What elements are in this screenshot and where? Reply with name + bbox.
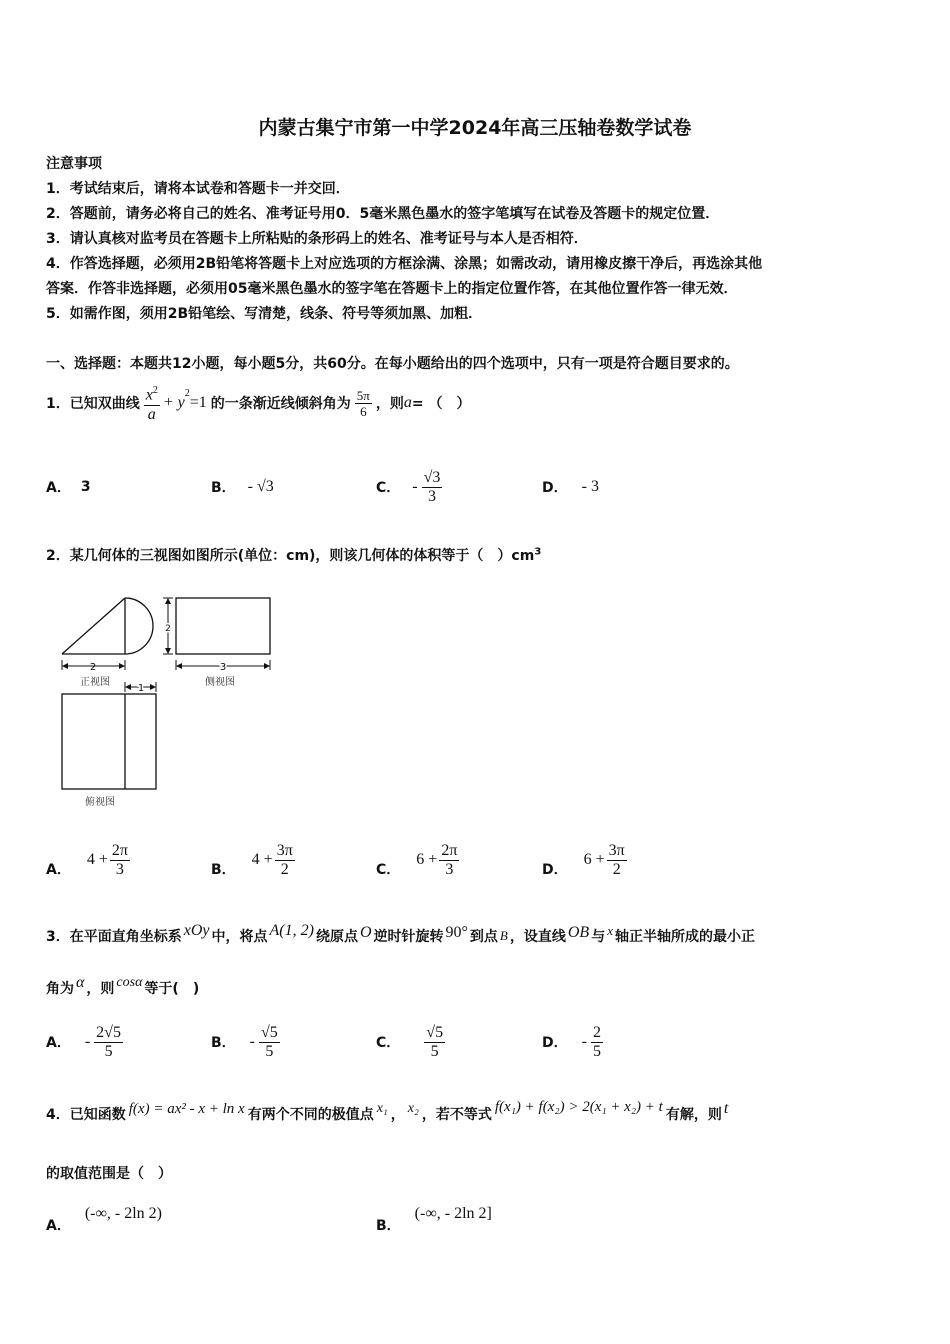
q2-option-b[interactable]: B． 4 + $\frac{3\pi}{2}$: [211, 841, 293, 878]
q1-prefix: 1．已知双曲线: [46, 396, 140, 412]
q3-option-b[interactable]: B． - $\frac{√5}{5}$: [211, 1023, 278, 1060]
question-3-line-2: 角为 α ，则 cosα 等于( ): [46, 974, 200, 997]
notice-heading: 注意事项: [46, 156, 102, 172]
notice-item-2: 2．答题前，请务必将自己的姓名、准考证号用0．5毫米黑色墨水的签字笔填写在试卷及答题卡的规定位置．: [46, 206, 720, 222]
top-view: [62, 682, 156, 808]
q1-angle: $\frac{5\pi}{6}$: [356, 387, 370, 419]
question-3: 3．在平面直角坐标系 xOy 中，将点 A(1, 2) 绕原点 O 逆时针旋转 90° 到点 B ，设直线 OB 与 x 轴正半轴所成的最小正: [46, 922, 755, 945]
front-view: [62, 598, 153, 688]
notice-item-4: 4．作答选择题，必须用2B铅笔将答题卡上对应选项的方框涂满、涂黑；如需改动，请用橡皮擦干净后，再选涂其他: [46, 256, 763, 272]
side-view: [163, 598, 270, 688]
notice-item-5: 5．如需作图，须用2B铅笔绘、写清楚，线条、符号等须加黑、加粗．: [46, 306, 483, 322]
q1-option-a[interactable]: A． 3: [46, 479, 91, 496]
top-width-label: 1: [137, 683, 145, 694]
q1-option-c[interactable]: C． - $\frac{√3}{3}$: [376, 468, 441, 505]
question-4: 4．已知函数 f(x) = ax² - x + ln x 有两个不同的极值点 x₁ ， x₂ ，若不等式 f(x₁) + f(x₂) > 2(x₁ + x₂) + t 有解，则 t: [46, 1098, 729, 1123]
q3-option-a[interactable]: A． - $\frac{2√5}{5}$: [46, 1023, 121, 1060]
q2-option-d[interactable]: D． 6 + $\frac{3\pi}{2}$: [542, 841, 625, 878]
q4-option-b[interactable]: B． (-∞, - 2ln 2]: [376, 1205, 492, 1234]
q1-hyperbola-equation: $\frac{x^2}{a}$ + y $^2$ =1: [144, 382, 207, 423]
side-width-label: 3: [219, 662, 227, 673]
q1-middle: 的一条渐近线倾斜角为: [210, 396, 351, 412]
front-view-label: 正视图: [80, 677, 110, 688]
q1-option-b[interactable]: B． - √3: [211, 478, 274, 496]
question-2: 2．某几何体的三视图如图所示(单位：cm)，则该几何体的体积等于（ ）$cm^3$: [46, 546, 542, 564]
notice-item-3: 3．请认真核对监考员在答题卡上所粘贴的条形码上的姓名、准考证号与本人是否相符．: [46, 231, 588, 247]
q3-option-c[interactable]: C． $\frac{√5}{5}$: [376, 1023, 444, 1060]
question-1: 1．已知双曲线 $\frac{x^2}{a}$ + y $^2$ =1 的一条渐近线倾斜角为 $\frac{5\pi}{6}$ ，则 a = （ ）: [46, 383, 470, 423]
side-view-label: 侧视图: [205, 677, 235, 688]
notice-item-1: 1．考试结束后，请将本试卷和答题卡一并交回．: [46, 181, 350, 197]
page-title: 内蒙古集宁市第一中学2024年高三压轴卷数学试卷: [258, 117, 692, 139]
q3-option-d[interactable]: D． - $\frac{2}{5}$: [542, 1023, 601, 1060]
three-view-figure: [55, 590, 285, 815]
question-4-line-2: 的取值范围是（ ）: [46, 1166, 172, 1182]
notice-item-4-cont: 答案．作答非选择题，必须用05毫米黑色墨水的签字笔在答题卡上的指定位置作答，在其他位置作答一律无效．: [46, 281, 738, 297]
q2-option-a[interactable]: A． 4 + $\frac{2\pi}{3}$: [46, 841, 128, 878]
q4-option-a[interactable]: A． (-∞, - 2ln 2): [46, 1205, 163, 1234]
section-heading: 一、选择题：本题共12小题，每小题5分，共60分。在每小题给出的四个选项中，只有一项是符合题目要求的。: [46, 356, 739, 372]
top-view-label: 俯视图: [85, 797, 115, 808]
front-width-label: 2: [89, 662, 97, 673]
q2-option-c[interactable]: C． 6 + $\frac{2\pi}{3}$: [376, 841, 458, 878]
side-height-label: 2: [165, 624, 171, 634]
q1-option-d[interactable]: D． - 3: [542, 478, 599, 496]
